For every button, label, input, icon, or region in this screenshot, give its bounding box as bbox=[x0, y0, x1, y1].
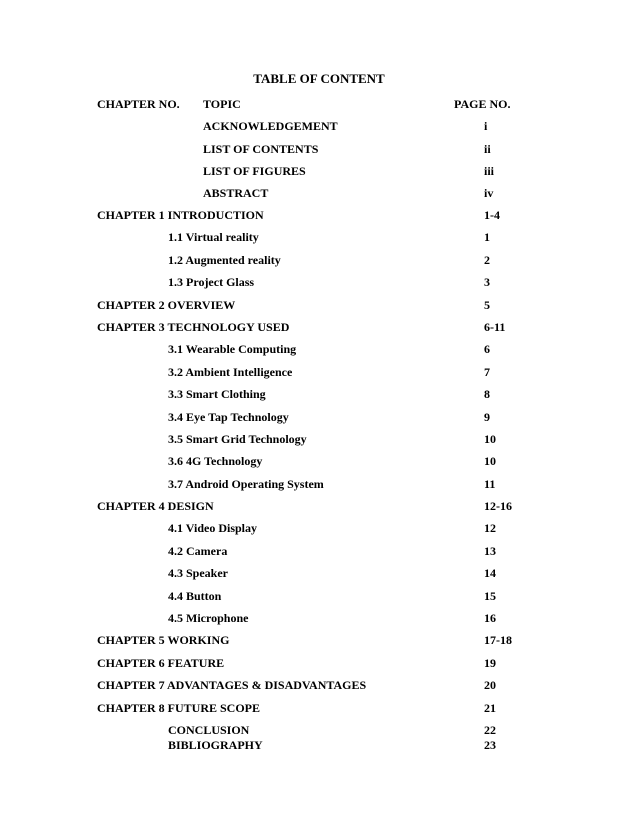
toc-section-row bbox=[0, 364, 638, 380]
toc-section-row bbox=[0, 274, 638, 290]
toc-chapter-title: CHAPTER 3 TECHNOLOGY USED bbox=[97, 320, 290, 334]
toc-chapter-row bbox=[0, 319, 638, 335]
toc-page-number: 17-18 bbox=[484, 633, 512, 647]
toc-chapter-row bbox=[0, 655, 638, 671]
toc-section-title: 3.1 Wearable Computing bbox=[168, 342, 297, 356]
toc-header-row bbox=[0, 96, 638, 112]
toc-page-number: 15 bbox=[484, 589, 496, 603]
toc-section-title: 4.5 Microphone bbox=[168, 611, 249, 625]
toc-topic: LIST OF CONTENTS bbox=[203, 142, 319, 156]
toc-chapter-row bbox=[0, 207, 638, 223]
toc-chapter-title: CHAPTER 5 WORKING bbox=[97, 633, 230, 647]
toc-page-number: ii bbox=[484, 142, 491, 156]
toc-chapter-title: CHAPTER 7 ADVANTAGES & DISADVANTAGES bbox=[97, 678, 367, 692]
toc-section-title: 3.6 4G Technology bbox=[168, 454, 263, 468]
toc-chapter-title: CHAPTER 1 INTRODUCTION bbox=[97, 208, 264, 222]
toc-section-title: 3.5 Smart Grid Technology bbox=[168, 432, 307, 446]
toc-page-number: 12-16 bbox=[484, 499, 512, 513]
toc-row bbox=[0, 118, 638, 134]
topic-header: TOPIC bbox=[203, 97, 241, 111]
toc-chapter-row bbox=[0, 498, 638, 514]
toc-page-number: 10 bbox=[484, 432, 496, 446]
toc-closing-row bbox=[0, 737, 638, 753]
toc-section-title: 1.1 Virtual reality bbox=[168, 230, 259, 244]
toc-section-row bbox=[0, 431, 638, 447]
toc-page-number: 1-4 bbox=[484, 208, 500, 222]
toc-section-title: 3.3 Smart Clothing bbox=[168, 387, 266, 401]
toc-section-title: 1.3 Project Glass bbox=[168, 275, 255, 289]
toc-closing-title: BIBLIOGRAPHY bbox=[168, 738, 263, 752]
page-title: TABLE OF CONTENT bbox=[253, 71, 385, 86]
toc-page-number: iv bbox=[484, 186, 494, 200]
toc-page-number: 3 bbox=[484, 275, 490, 289]
toc-section-row bbox=[0, 409, 638, 425]
toc-section-row bbox=[0, 610, 638, 626]
toc-topic: LIST OF FIGURES bbox=[203, 164, 306, 178]
toc-chapter-row bbox=[0, 677, 638, 693]
toc-topic: ABSTRACT bbox=[203, 186, 269, 200]
toc-section-title: 3.2 Ambient Intelligence bbox=[168, 365, 293, 379]
toc-section-title: 3.7 Android Operating System bbox=[168, 477, 324, 491]
toc-section-row bbox=[0, 453, 638, 469]
toc-chapter-title: CHAPTER 4 DESIGN bbox=[97, 499, 214, 513]
toc-chapter-title: CHAPTER 2 OVERVIEW bbox=[97, 298, 236, 312]
toc-section-title: 3.4 Eye Tap Technology bbox=[168, 410, 289, 424]
toc-row bbox=[0, 141, 638, 157]
toc-page-number: 14 bbox=[484, 566, 496, 580]
chapter-no-header: CHAPTER NO. bbox=[97, 97, 180, 111]
toc-page-number: 16 bbox=[484, 611, 496, 625]
toc-section-row bbox=[0, 229, 638, 245]
toc-section-title: 4.3 Speaker bbox=[168, 566, 228, 580]
toc-section-row bbox=[0, 588, 638, 604]
toc-page-number: 9 bbox=[484, 410, 490, 424]
toc-section-row bbox=[0, 520, 638, 536]
toc-row bbox=[0, 163, 638, 179]
toc-page-number: 12 bbox=[484, 521, 496, 535]
page-no-header: PAGE NO. bbox=[454, 97, 511, 111]
toc-page-number: 8 bbox=[484, 387, 490, 401]
toc-section-title: 4.4 Button bbox=[168, 589, 222, 603]
toc-chapter-title: CHAPTER 8 FUTURE SCOPE bbox=[97, 701, 261, 715]
toc-page-number: 13 bbox=[484, 544, 496, 558]
toc-page-number: iii bbox=[484, 164, 495, 178]
toc-page-number: 11 bbox=[484, 477, 496, 491]
toc-section-row bbox=[0, 341, 638, 357]
toc-section-title: 1.2 Augmented reality bbox=[168, 253, 281, 267]
toc-section-row bbox=[0, 252, 638, 268]
toc-page-number: 1 bbox=[484, 230, 490, 244]
toc-section-row bbox=[0, 386, 638, 402]
toc-section-row bbox=[0, 476, 638, 492]
toc-page-number: 5 bbox=[484, 298, 490, 312]
toc-chapter-row bbox=[0, 632, 638, 648]
toc-page-number: 6 bbox=[484, 342, 490, 356]
toc-chapter-row bbox=[0, 700, 638, 716]
toc-page-number: 22 bbox=[484, 723, 496, 737]
toc-page-number: 20 bbox=[484, 678, 496, 692]
toc-page-number: 7 bbox=[484, 365, 490, 379]
toc-row bbox=[0, 185, 638, 201]
toc-closing-row bbox=[0, 722, 638, 738]
toc-chapter-title: CHAPTER 6 FEATURE bbox=[97, 656, 225, 670]
toc-chapter-row bbox=[0, 297, 638, 313]
toc-page-number: 2 bbox=[484, 253, 490, 267]
toc-section-title: 4.2 Camera bbox=[168, 544, 228, 558]
toc-page-number: i bbox=[484, 119, 488, 133]
toc-topic: ACKNOWLEDGEMENT bbox=[203, 119, 338, 133]
toc-page-number: 19 bbox=[484, 656, 496, 670]
toc-section-row bbox=[0, 543, 638, 559]
toc-page-number: 21 bbox=[484, 701, 496, 715]
toc-page-number: 23 bbox=[484, 738, 496, 752]
toc-section-row bbox=[0, 565, 638, 581]
toc-section-title: 4.1 Video Display bbox=[168, 521, 258, 535]
toc-page-number: 6-11 bbox=[484, 320, 506, 334]
toc-page-number: 10 bbox=[484, 454, 496, 468]
toc-closing-title: CONCLUSION bbox=[168, 723, 250, 737]
